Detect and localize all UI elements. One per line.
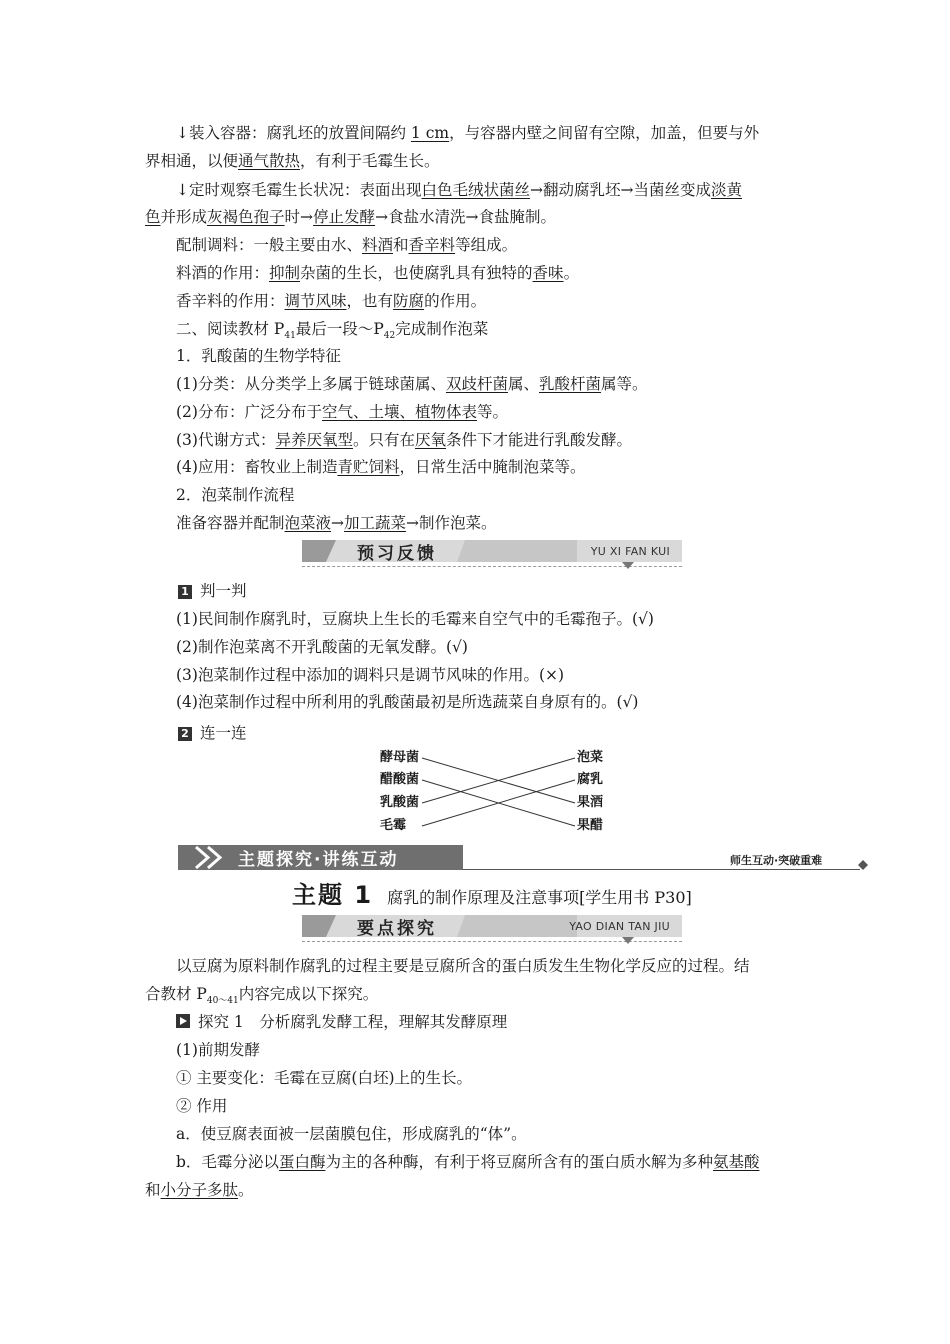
diamond-icon [858, 860, 868, 870]
underlined-answer: 蛋白酶 [278, 1153, 326, 1171]
underlined-answer: 空气、土壤、植物体表 [321, 403, 477, 421]
banner-diagonal-icon [457, 540, 577, 562]
text-line [176, 430, 841, 450]
underlined-answer: 香辛料 [408, 236, 456, 254]
underlined-answer: 厌氧 [415, 431, 447, 449]
underlined-answer: 异养厌氧型 [275, 431, 353, 449]
text-line: ② 作用 [176, 1097, 228, 1115]
text: 等组成。 [455, 236, 518, 254]
double-chevron-icon [188, 845, 238, 870]
explore-heading [176, 1012, 841, 1032]
question-title: 判一判 [200, 582, 247, 600]
text: ↓装入容器：腐乳坯的放置间隔约 [176, 124, 411, 142]
text: 的作用。 [424, 292, 487, 310]
banner-title: 要点探究 [357, 918, 437, 939]
text-line: ① 主要变化：毛霉在豆腐(白坯)上的生长。 [176, 1069, 473, 1087]
number-badge-icon: 2 [178, 727, 192, 741]
underlined-answer: 停止发酵 [313, 208, 376, 226]
match-right-item: 果醋 [577, 818, 604, 833]
match-left-item: 毛霉 [380, 818, 407, 833]
match-lines [420, 748, 580, 838]
text-line [176, 513, 841, 533]
underlined-answer: 灰褐色孢子 [207, 208, 285, 226]
text: (3)代谢方式： [176, 431, 276, 449]
page-subscript: 42 [383, 331, 396, 342]
underlined-answer: 乳酸杆菌 [539, 375, 602, 393]
text: 。 [238, 1181, 254, 1199]
number-badge-icon: 1 [178, 585, 192, 599]
underlined-answer: 通气散热 [238, 152, 301, 170]
text: 二、阅读教材 P [176, 320, 285, 338]
text: ，有利于毛霉生长。 [300, 152, 440, 170]
text-line: a．使豆腐表面被一层菌膜包住，形成腐乳的“体”。 [176, 1125, 527, 1143]
underlined-answer: 1 cm [410, 124, 450, 142]
match-left-item: 醋酸菌 [380, 772, 420, 787]
text: ↓定时观察毛霉生长状况：表面出现 [176, 181, 422, 199]
text-line [176, 263, 841, 283]
text-line [176, 123, 841, 143]
text: ，与容器内壁之间留有空隙，加盖，但要与外 [449, 124, 760, 142]
text: 内容完成以下探究。 [238, 985, 379, 1003]
chevron-down-icon [622, 937, 634, 945]
text-line [176, 1152, 841, 1172]
text: ，日常生活中腌制泡菜等。 [399, 458, 586, 476]
underlined-answer: 氨基酸 [712, 1153, 760, 1171]
judge-item: (2)制作泡菜离不开乳酸菌的无氧发酵。(√) [176, 638, 468, 656]
text-line [145, 207, 810, 227]
page-subscript: 40～41 [206, 996, 239, 1007]
underlined-answer: 白色毛绒状菌丝 [421, 181, 531, 199]
text: 条件下才能进行乳酸发酵。 [446, 431, 633, 449]
text: 界相通，以便 [145, 152, 239, 170]
text: 杂菌的生长，也使腐乳具有独特的 [300, 264, 533, 282]
underlined-answer: 加工蔬菜 [344, 514, 407, 532]
underlined-answer: 防腐 [393, 292, 425, 310]
text-line [145, 984, 810, 1011]
text: ，也有 [346, 292, 394, 310]
question-heading [178, 723, 843, 743]
match-right-item: 泡菜 [577, 750, 604, 765]
text: 属、 [507, 375, 539, 393]
text: 并形成 [160, 208, 208, 226]
topic-label: 主题 1 [292, 881, 374, 909]
banner-subtitle: YU XI FAN KUI [590, 544, 670, 558]
text: 为主的各种酶，有利于将豆腐所含有的蛋白质水解为多种 [325, 1153, 713, 1171]
match-left-item: 乳酸菌 [380, 795, 420, 810]
banner-diagonal-icon [457, 915, 577, 937]
text-line: 以豆腐为原料制作腐乳的过程主要是豆腐所含的蛋白质发生生物化学反应的过程。结 [176, 957, 750, 975]
text: 配制调料：一般主要由水、 [176, 236, 363, 254]
topic-title [292, 880, 692, 913]
text: 准备容器并配制 [176, 514, 285, 532]
question-title: 连一连 [200, 724, 247, 742]
judge-item: (4)泡菜制作过程中所利用的乳酸菌最初是所选蔬菜自身原有的。(√) [176, 693, 639, 711]
text: 和 [393, 236, 409, 254]
banner-subtitle: YAO DIAN TAN JIU [569, 919, 670, 933]
text: 最后一段～P [295, 320, 384, 338]
text-line [176, 374, 841, 394]
underlined-answer: 色 [145, 208, 161, 226]
text-line [176, 402, 841, 422]
underlined-answer: 青贮饲料 [337, 458, 400, 476]
section-heading [176, 319, 841, 346]
underlined-answer: 调节风味 [284, 292, 347, 310]
text-line [176, 235, 841, 255]
subheading: 2．泡菜制作流程 [176, 486, 295, 504]
underlined-answer: 泡菜液 [284, 514, 332, 532]
text-line: (1)前期发酵 [176, 1041, 260, 1059]
banner-rule [463, 869, 860, 870]
banner-stripe-icon [302, 915, 342, 937]
match-right-item: 腐乳 [577, 772, 604, 787]
text: 。只有在 [352, 431, 415, 449]
text: 和 [145, 1181, 161, 1199]
text: (2)分布：广泛分布于 [176, 403, 322, 421]
text-line [145, 1180, 810, 1200]
text: →食盐水清洗→食盐腌制。 [375, 208, 557, 226]
underlined-answer: 料酒 [362, 236, 394, 254]
text: 时→ [284, 208, 314, 226]
banner-title: 预习反馈 [357, 543, 437, 564]
text-line [176, 457, 841, 477]
text: →翻动腐乳坯→当菌丝变成 [530, 181, 711, 199]
section-banner-preview [302, 540, 682, 562]
text: 料酒的作用： [176, 264, 270, 282]
underlined-answer: 香味 [532, 264, 564, 282]
text: → [331, 514, 345, 532]
text: (1)分类：从分类学上多属于链球菌属、 [176, 375, 446, 393]
match-right-item: 果酒 [577, 795, 604, 810]
topic-text: 腐乳的制作原理及注意事项[学生用书 P30] [387, 888, 692, 907]
text: 等。 [476, 403, 508, 421]
chevron-down-icon [622, 562, 634, 570]
text: →制作泡菜。 [406, 514, 497, 532]
question-heading [178, 581, 843, 601]
underlined-answer: 淡黄 [711, 181, 743, 199]
text: (4)应用：畜牧业上制造 [176, 458, 338, 476]
text: 合教材 P [145, 985, 207, 1003]
text: 。 [563, 264, 580, 282]
judge-item: (3)泡菜制作过程中添加的调料只是调节风味的作用。(×) [176, 666, 565, 684]
banner-stripe-icon [302, 540, 342, 562]
section-banner-key-points [302, 915, 682, 937]
underlined-answer: 双歧杆菌 [445, 375, 508, 393]
text-line [176, 291, 841, 311]
text-line [145, 151, 810, 171]
banner-right-note: 师生互动·突破重难 [730, 854, 823, 867]
text: b．毛霉分泌以 [176, 1153, 279, 1171]
banner-title: 主题探究·讲练互动 [238, 850, 399, 870]
text: 完成制作泡菜 [395, 320, 489, 338]
page-subscript: 41 [284, 331, 296, 342]
subheading: 1．乳酸菌的生物学特征 [176, 347, 341, 365]
text: 属等。 [601, 375, 648, 393]
section-banner-topic [178, 845, 463, 870]
explore-title: 探究 1 分析腐乳发酵工程，理解其发酵原理 [198, 1013, 508, 1031]
underlined-answer: 小分子多肽 [160, 1181, 239, 1199]
text: 香辛料的作用： [176, 292, 285, 310]
play-icon [176, 1014, 190, 1028]
match-left-item: 酵母菌 [380, 750, 420, 765]
judge-item: (1)民间制作腐乳时，豆腐块上生长的毛霉来自空气中的毛霉孢子。(√) [176, 610, 654, 628]
text-line [176, 180, 841, 200]
underlined-answer: 抑制 [269, 264, 301, 282]
